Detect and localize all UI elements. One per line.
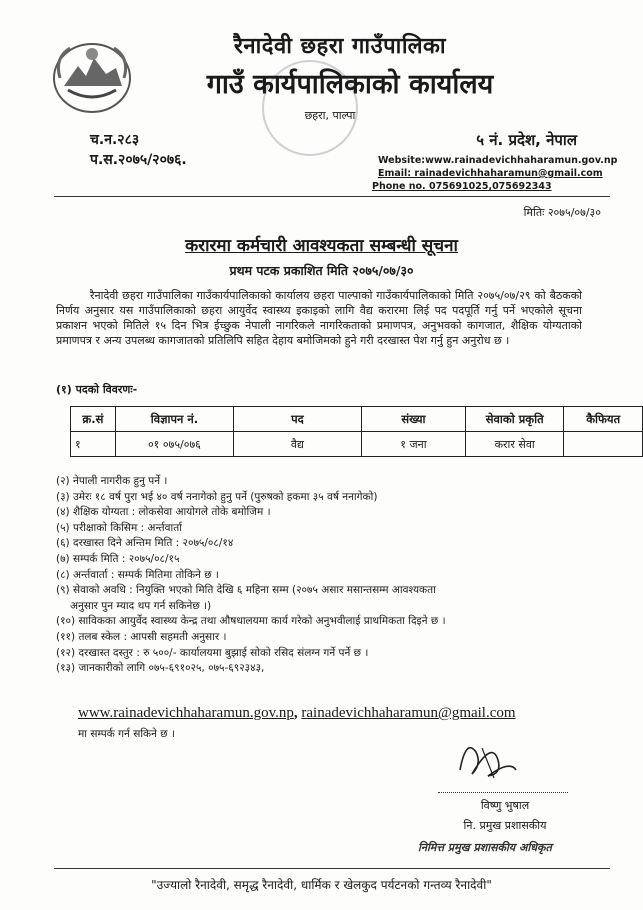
footer-divider: [54, 868, 610, 869]
list-item: अनुसार पुन म्याद थप गर्न सकिनेछ ।): [70, 599, 212, 612]
official-stamp-text: निमित्त प्रमुख प्रशासकीय अधिकृत: [418, 841, 552, 854]
list-item: (६) दरखास्त दिने अन्तिम मिति : २०७५/०८/१४: [56, 537, 234, 550]
post-details-table: [70, 406, 643, 457]
office-location: छहरा, पाल्पा: [304, 109, 356, 122]
nepal-emblem-icon: [50, 38, 134, 116]
col-post: पद: [234, 407, 362, 432]
cell-count: १ जना: [361, 432, 465, 457]
notice-date: मितिः २०७५/०७/३०: [523, 206, 601, 219]
email-link[interactable]: rainadevichhaharamun@gmail.com: [301, 705, 516, 721]
header-divider: [54, 196, 610, 197]
list-item: (१३) जानकारीको लागि ०७५-६९१०२५, ०७५-६९२३४३,: [56, 662, 265, 675]
cell-advert-no: ०१ ०७५/०७६: [115, 432, 233, 457]
list-item: (९) सेवाको अवधि : नियुक्ति भएको मिति देखि ६ महिना सम्म (२०७५ असार मसान्तसम्म आवश्यकता: [56, 584, 436, 597]
list-item: (७) सम्पर्क मिति : २०७५/०८/१५: [56, 552, 180, 565]
list-item: (३) उमेरः १८ वर्ष पुरा भई ४० वर्ष ननागेको हुनु पर्ने (पुरुषको हकमा ३५ वर्ष ननागेको): [56, 490, 378, 503]
notice-title: करारमा कर्मचारी आवश्यकता सम्बन्धी सूचना: [185, 236, 458, 256]
post-details-label: (१) पदको विवरणः-: [56, 383, 138, 396]
col-serial: क्र.सं: [71, 407, 116, 432]
list-item: (२) नेपाली नागरीक हुनु पर्ने ।: [56, 475, 168, 487]
contact-instruction: मा सम्पर्क गर्न सकिने छ ।: [78, 728, 175, 740]
col-service-type: सेवाको प्रकृति: [466, 407, 564, 432]
website-line: Website:www.rainadevichhaharamun.gov.np: [378, 155, 618, 166]
office-name: गाउँ कार्यपालिकाको कार्यालय: [206, 69, 494, 100]
website-link[interactable]: www.rainadevichhaharamun.gov.np: [78, 705, 294, 721]
province: ५ नं. प्रदेश, नेपाल: [476, 131, 577, 149]
cell-service-type: करार सेवा: [466, 432, 564, 457]
list-item: (८) अर्न्तवार्ता : सम्पर्क मितिमा तोकिने छ ।: [56, 568, 219, 581]
table-row: [71, 432, 643, 457]
list-item: (५) परीक्षाको किसिम : अर्न्तवार्ता: [56, 521, 182, 534]
reference-number: च.न.२८३: [90, 132, 140, 148]
signature: [452, 730, 522, 786]
signatory-name: विष्णु भुषाल: [480, 799, 530, 812]
email-line: Email: rainadevichhaharamun@gmail.com: [378, 168, 603, 179]
notice-paragraph: रैनादेवी छहरा गाउँपालिका गाउँकार्यपालिकाको कार्यालय छहरा पाल्पाको गाउँकार्यपालिकाको मिति २०७५/०७/२९ को बैठकको निर्णय अनुसार यस गाउँपालिकाको छहरा आयुर्वेद स्वास्थ्य इकाइको लागि वैद्य करारमा लिई पद पदपूर्ति गर्नु पर्ने भएकोले सूचना प्रकाशन भएको मितिले १५ दिन भित्र ईच्छुक नेपाली नागरिकले नागरिकताको प्रमाणपत्र, अनुभवको कागजात, शैक्षिक योग्यताको प्रमाणपत्र र अन्य उपलब्ध कागजातको प्रतिलिपि सहित देहाय बमोजिमको हुने गरी दरखास्त पेश गर्नु हुन अनुरोध छ ।: [56, 289, 582, 347]
col-count: संख्या: [361, 407, 465, 432]
cell-post: वैद्य: [234, 432, 362, 457]
requirements-list: [56, 474, 616, 677]
fiscal-year: प.स.२०७५/२०७६.: [90, 152, 187, 168]
list-item: (४) शैक्षिक योग्यता : लोकसेवा आयोगले तोके बमोजिम ।: [56, 506, 271, 519]
list-item: (१०) साविकका आयुर्वेद स्वास्थ्य केन्द्र तथा औषधालयमा कार्य गरेको अनुभवीलाई प्राथमिकता दिइने छ ।: [56, 615, 446, 628]
col-advert-no: विज्ञापन नं.: [115, 407, 233, 432]
list-item: (११) तलब स्केल : आपसी सहमती अनुसार ।: [56, 630, 227, 643]
list-item: (१२) दरखास्त दस्तुर : रु ५००/- कार्यालयमा बुझाई सोको रसिद संलग्न गर्ने पर्ने छ ।: [56, 646, 369, 659]
signature-line: [438, 792, 568, 793]
table-header-row: [71, 407, 643, 432]
cell-remarks: [564, 432, 643, 457]
published-date: प्रथम पटक प्रकाशित मिति २०७५/०७/३०: [229, 263, 414, 278]
municipality-name: रैनादेवी छहरा गाउँपालिका: [233, 34, 447, 59]
cell-serial: १: [71, 432, 116, 457]
footer-slogan: "उज्यालो रैनादेवी, समृद्ध रैनादेवी, धार्मिक र खेलकुद पर्यटनको गन्तव्य रैनादेवी": [151, 878, 492, 892]
contact-links: [78, 705, 516, 722]
col-remarks: कैफियत: [564, 407, 643, 432]
phone-line: Phone no. 075691025,075692343: [372, 181, 552, 192]
signatory-title: नि. प्रमुख प्रशासकीय: [463, 819, 547, 832]
link-separator: ,: [293, 705, 298, 721]
